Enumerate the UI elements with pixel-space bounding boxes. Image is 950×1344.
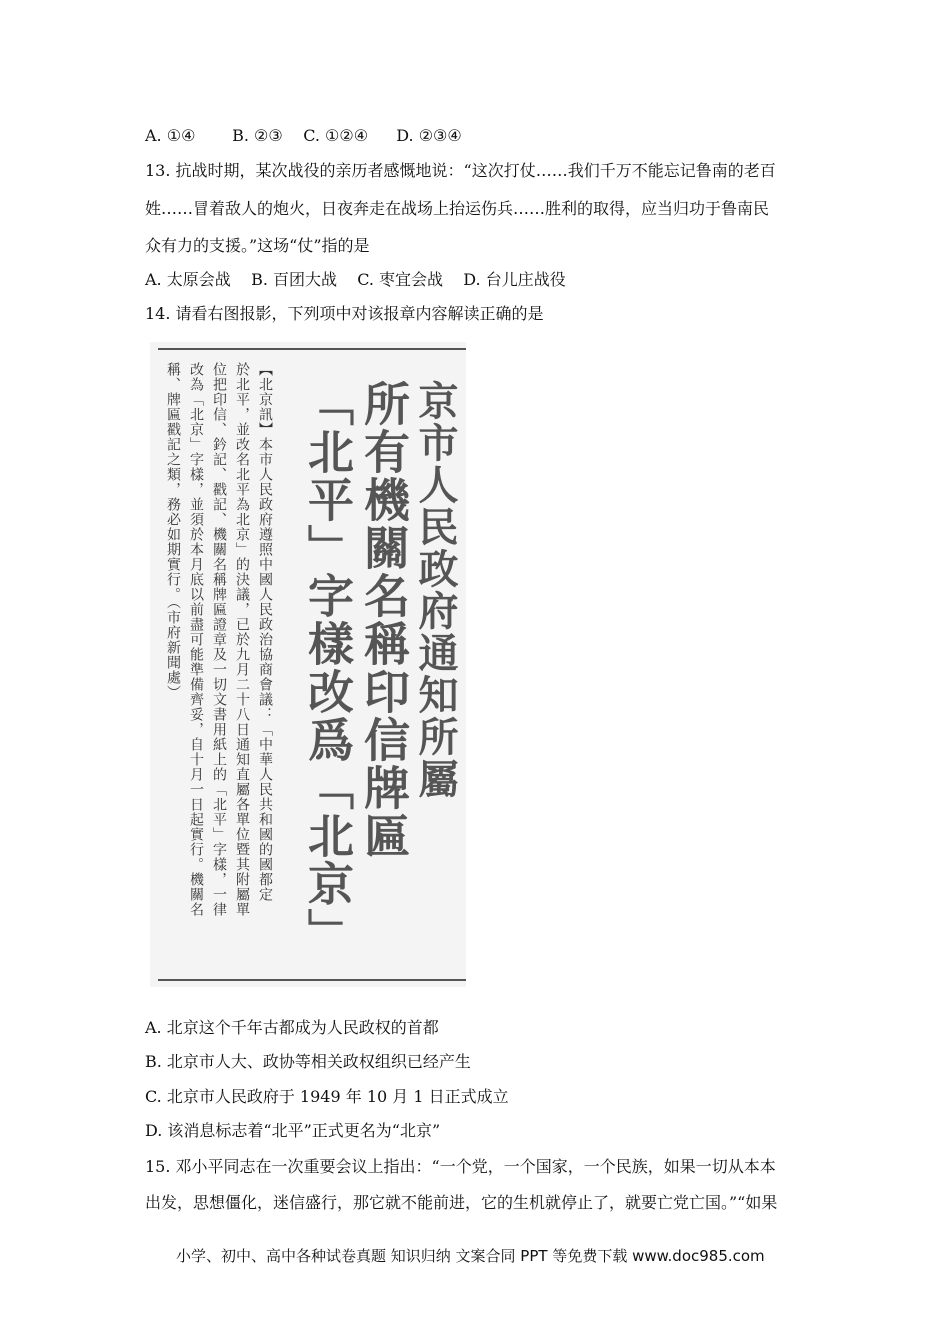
q13-options [145, 270, 566, 290]
q13-line-3: 众有力的支援。”这场“仗”指的是 [145, 236, 370, 255]
clipping-headline-2: 所有機關名稱印信牌匾 [357, 380, 411, 860]
q14-option-c: C. 北京市人民政府于 1949 年 10 月 1 日正式成立 [145, 1087, 509, 1106]
q12-options [145, 126, 462, 146]
q13-line-1: 13. 抗战时期，某次战役的亲历者感慨地说：“这次打仗……我们千万不能忘记鲁南的老百 [145, 161, 776, 180]
q12-option-b: B. ②③ [232, 126, 283, 145]
clipping-headline-3: 「北平」字樣改爲「北京」 [301, 380, 355, 956]
q12-option-a: A. ①④ [145, 126, 196, 145]
q14-stem: 14. 请看右图报影，下列项中对该报章内容解读正确的是 [145, 304, 544, 323]
clipping-body-col-2: 於北平，並改名北平為北京」的決議，已於九月二十八日通知直屬各單位暨其附屬單 [234, 362, 250, 917]
q12-option-c: C. ①②④ [303, 126, 369, 145]
q13-line-2: 姓……冒着敌人的炮火，日夜奔走在战场上抬运伤兵……胜利的取得，应当归功于鲁南民 [145, 199, 770, 218]
q13-option-b: B. 百团大战 [251, 270, 338, 289]
clipping-top-rule [158, 348, 466, 350]
q14-option-d: D. 该消息标志着“北平”正式更名为“北京” [145, 1121, 441, 1140]
q12-option-d: D. ②③④ [396, 126, 462, 145]
newspaper-clipping [150, 342, 466, 987]
q13-option-d: D. 台儿庄战役 [463, 270, 566, 289]
q13-option-a: A. 太原会战 [145, 270, 231, 289]
q14-option-a: A. 北京这个千年古都成为人民政权的首都 [145, 1018, 439, 1037]
clipping-headline-1: 京市人民政府通知所屬 [412, 380, 459, 800]
clipping-bottom-rule [158, 979, 466, 981]
q13-option-c: C. 枣宜会战 [357, 270, 444, 289]
clipping-body-col-5: 稱、牌匾戳記之類，務必如期實行。（市府新聞處） [165, 362, 181, 700]
clipping-body-col-3: 位把印信、鈐記、戳記、機關名稱牌匾證章及一切文書用紙上的「北平」字樣，一律 [211, 362, 227, 917]
q15-line-1: 15. 邓小平同志在一次重要会议上指出：“一个党，一个国家，一个民族，如果一切从本本 [145, 1157, 776, 1176]
page-footer: 小学、初中、高中各种试卷真题 知识归纳 文案合同 PPT 等免费下载 www.doc985.com [176, 1247, 765, 1265]
q14-option-b: B. 北京市人大、政协等相关政权组织已经产生 [145, 1052, 471, 1071]
q15-line-2: 出发，思想僵化，迷信盛行，那它就不能前进，它的生机就停止了，就要亡党亡国。”“如果 [145, 1193, 778, 1212]
clipping-body-col-1: 【北京訊】本市人民政府遵照中國人民政治協商會議：「中華人民共和國的國都定 [257, 362, 273, 902]
clipping-body-col-4: 改為「北京」字樣，並須於本月底以前盡可能準備齊妥，自十月一日起實行。機關名 [188, 362, 204, 917]
